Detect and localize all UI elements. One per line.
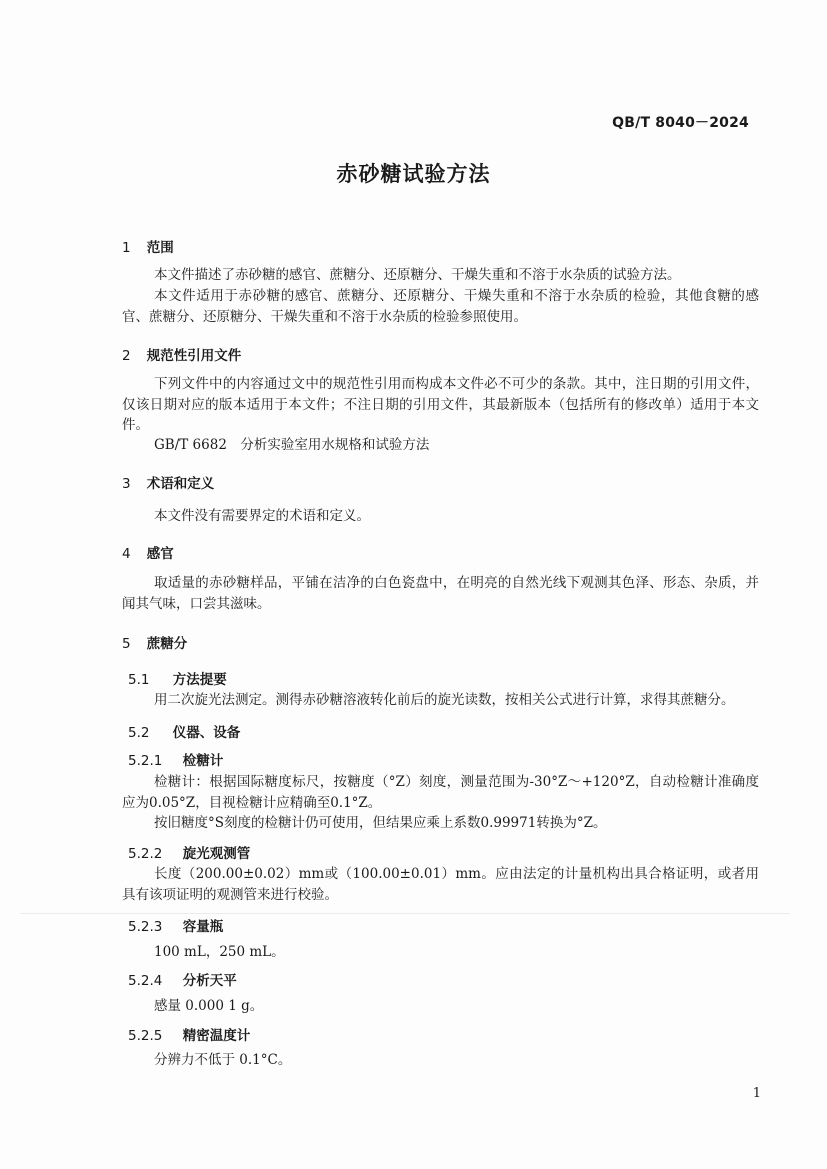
section-5-1-heading [128, 668, 227, 688]
section-4-heading [122, 542, 174, 562]
section-number: 5.2 [128, 725, 150, 741]
section-number: 5.2.3 [128, 919, 163, 935]
section-title: 感官 [146, 546, 174, 562]
section-title: 蔗糖分 [146, 636, 188, 652]
section-number: 2 [122, 348, 131, 364]
section-title: 容量瓶 [182, 919, 224, 935]
section-2-paragraph-1: 下列文件中的内容通过文中的规范性引用而构成本文件必不可少的条款。其中，注日期的引用文件，仅该日期对应的版本适用于本文件；不注日期的引用文件，其最新版本（包括所有的修改单）适用于本文件。 [122, 376, 759, 433]
section-title: 规范性引用文件 [146, 348, 242, 364]
section-5-2-3-heading [128, 915, 223, 935]
section-number: 5 [122, 636, 131, 652]
section-5-2-1-heading [128, 749, 223, 769]
section-title: 分析天平 [182, 973, 237, 989]
section-title: 检糖计 [182, 753, 224, 769]
section-title: 精密温度计 [182, 1028, 251, 1044]
section-5-2-1-paragraph-1: 检糖计：根据国际糖度标尺，按糖度（°Z）刻度，测量范围为-30°Z～+120°Z，自动检糖计准确度应为0.05°Z，目视检糖计应精确至0.1°Z。 [122, 774, 759, 811]
section-5-2-1-paragraph-2: 按旧糖度°S刻度的检糖计仍可使用，但结果应乘上系数0.99971转换为°Z。 [154, 815, 607, 831]
standard-number: QB/T 8040－2024 [612, 115, 749, 131]
section-number: 5.2.1 [128, 753, 163, 769]
scan-artifact-line [20, 913, 790, 914]
section-number: 5.2.4 [128, 973, 163, 989]
section-number: 5.1 [128, 672, 150, 688]
page-number: 1 [752, 1086, 761, 1101]
section-1-heading [122, 236, 174, 256]
section-number: 5.2.2 [128, 846, 163, 862]
section-5-heading [122, 632, 187, 652]
section-3-heading [122, 472, 214, 492]
section-5-2-2-paragraph-1: 长度（200.00±0.02）mm或（100.00±0.01）mm。应由法定的计量机构出具合格证明，或者用具有该项证明的观测管来进行校验。 [122, 866, 759, 903]
section-number: 4 [122, 546, 131, 562]
section-3-paragraph-1: 本文件没有需要界定的术语和定义。 [154, 508, 370, 524]
section-title: 范围 [146, 240, 174, 256]
section-title: 旋光观测管 [182, 846, 251, 862]
section-title: 方法提要 [172, 672, 227, 688]
section-title: 术语和定义 [146, 476, 215, 492]
section-5-2-5-heading [128, 1024, 250, 1044]
section-1-paragraph-1: 本文件描述了赤砂糖的感官、蔗糖分、还原糖分、干燥失重和不溶于水杂质的试验方法。 [154, 267, 681, 283]
section-5-2-heading [128, 721, 240, 741]
section-1-paragraph-2: 本文件适用于赤砂糖的感官、蔗糖分、还原糖分、干燥失重和不溶于水杂质的检验，其他食糖的感官、蔗糖分、还原糖分、干燥失重和不溶于水杂质的检验参照使用。 [122, 288, 759, 325]
section-number: 1 [122, 240, 131, 256]
section-number: 3 [122, 476, 131, 492]
normative-reference: GB/T 6682 分析实验室用水规格和试验方法 [154, 437, 430, 453]
section-5-2-2-heading [128, 842, 250, 862]
section-4-paragraph-1: 取适量的赤砂糖样品，平铺在洁净的白色瓷盘中，在明亮的自然光线下观测其色泽、形态、杂质，并闻其气味，口尝其滋味。 [122, 575, 759, 612]
section-5-2-4-heading [128, 969, 237, 989]
section-5-2-4-paragraph-1: 感量 0.000 1 g。 [154, 998, 264, 1014]
section-title: 仪器、设备 [172, 725, 241, 741]
section-5-2-5-paragraph-1: 分辨力不低于 0.1°C。 [154, 1052, 292, 1068]
document-title: 赤砂糖试验方法 [336, 162, 491, 186]
section-5-1-paragraph-1: 用二次旋光法测定。测得赤砂糖溶液转化前后的旋光读数，按相关公式进行计算，求得其蔗糖分。 [154, 692, 735, 708]
section-5-2-3-paragraph-1: 100 mL，250 mL。 [154, 944, 285, 960]
section-2-heading [122, 344, 241, 364]
section-number: 5.2.5 [128, 1028, 163, 1044]
